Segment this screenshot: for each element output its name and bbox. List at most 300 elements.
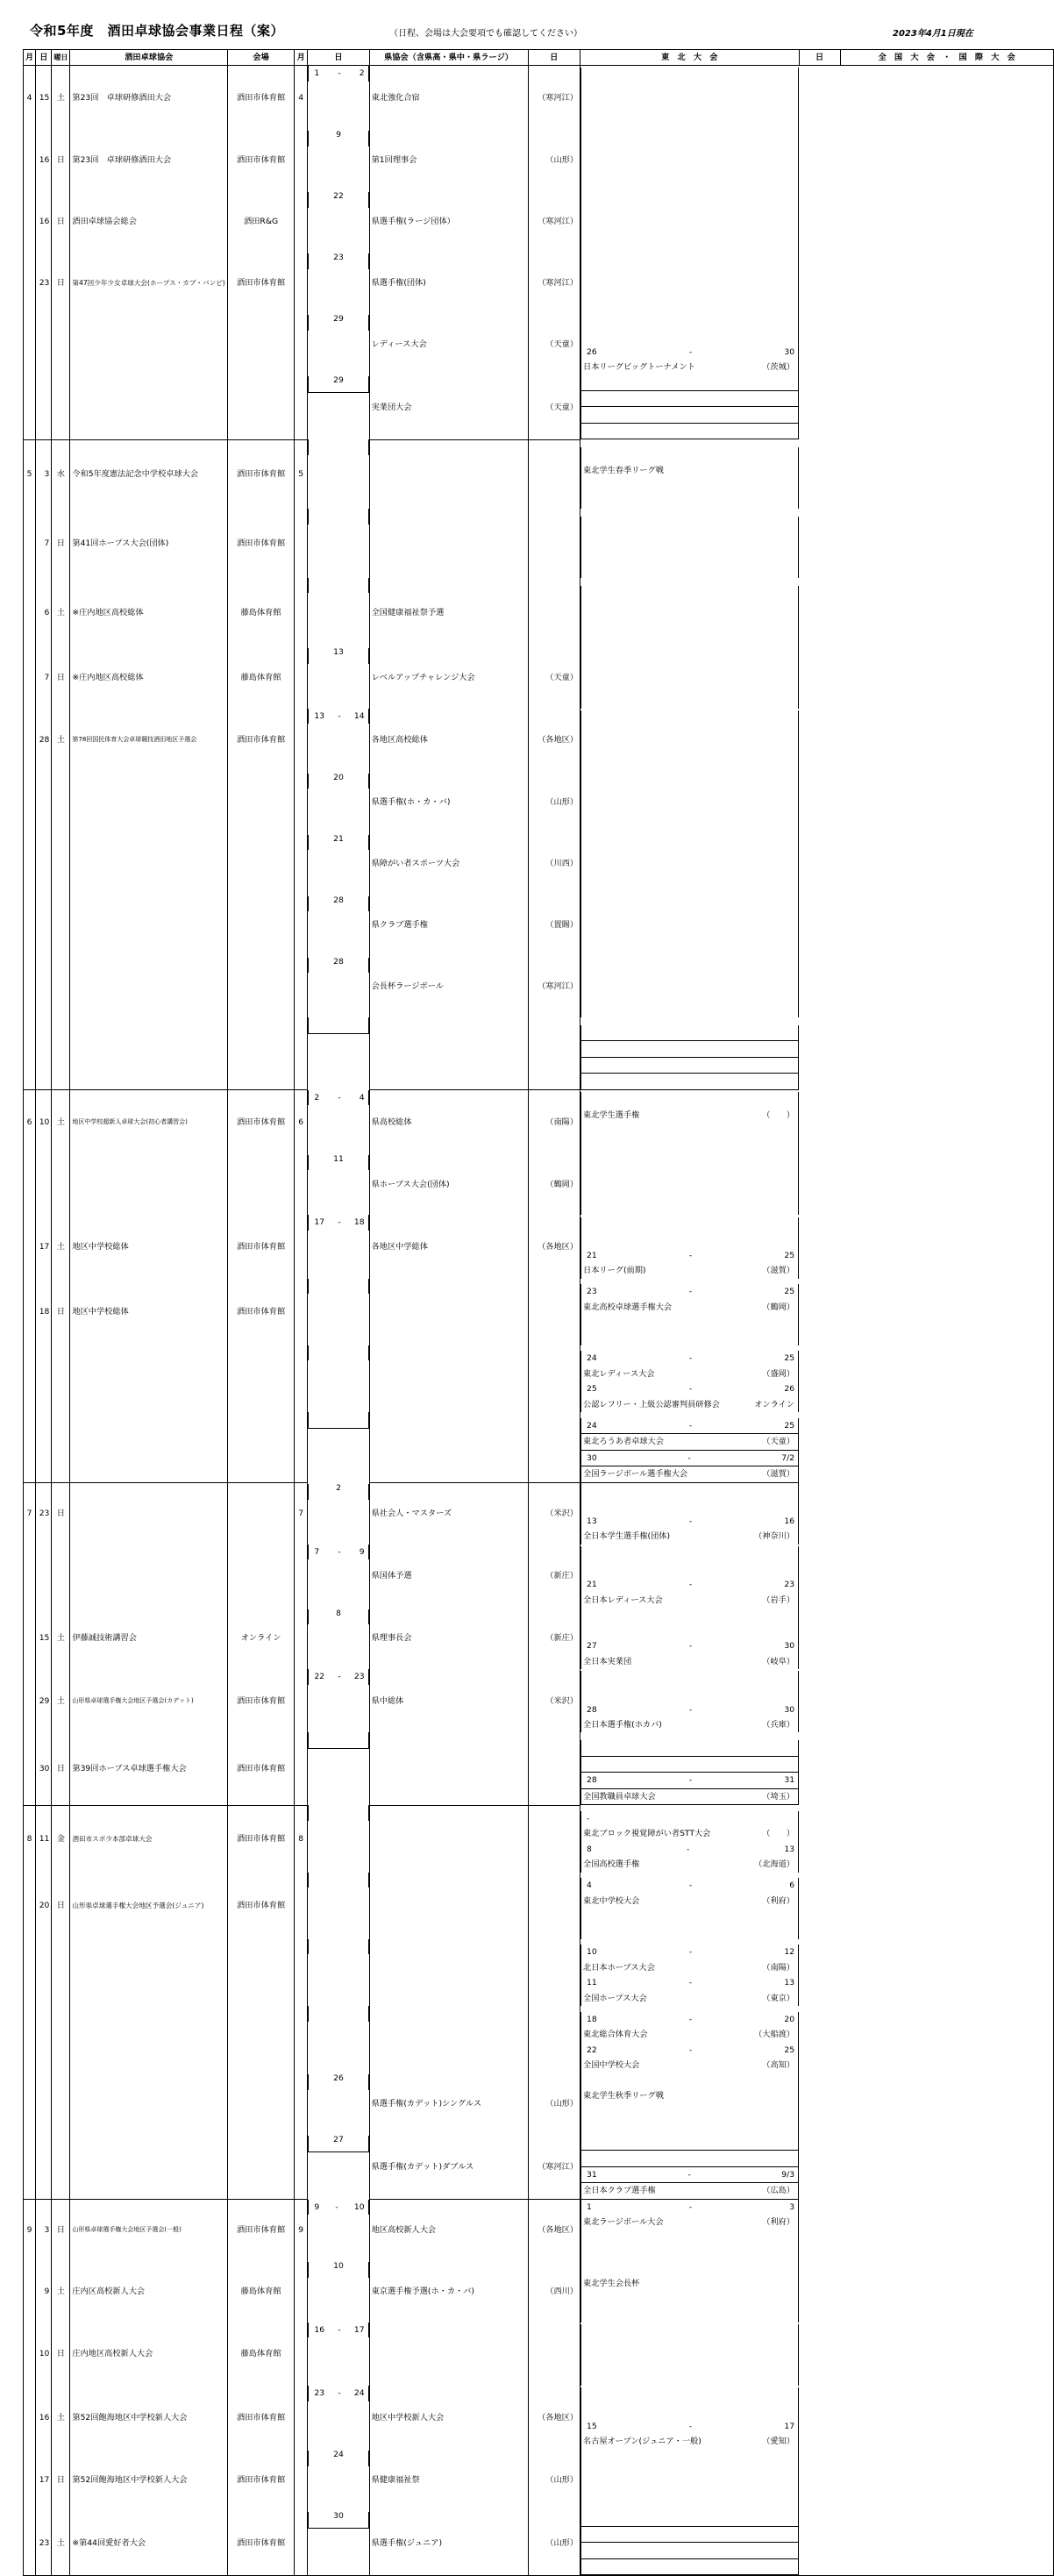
cell-pref-place: （寒河江） xyxy=(528,66,580,130)
cell-month xyxy=(24,647,36,709)
table-row xyxy=(24,1279,1054,1345)
col-sakata: 酒田卓球協会 xyxy=(70,50,228,66)
cell-weekday: 金 xyxy=(52,1805,70,1872)
table-header-row xyxy=(24,50,1054,66)
cell-day: 7 xyxy=(36,509,52,578)
cell-sakata-event xyxy=(70,375,228,439)
national-event-place: （高知） xyxy=(762,2060,795,2071)
date-dash: - xyxy=(688,1641,693,1652)
pref-date-start: 1 xyxy=(314,68,320,79)
date-dash: - xyxy=(338,1092,341,1102)
cell-venue: 酒田市体育館 xyxy=(228,1873,295,1939)
table-row xyxy=(24,1608,1054,1669)
cell-weekday xyxy=(52,2135,70,2200)
date-dash: - xyxy=(688,1420,693,1431)
cell-day: 9 xyxy=(36,2261,52,2323)
cell-national-date xyxy=(580,2418,799,2434)
cell-pref-place xyxy=(528,1345,580,1412)
cell-sakata-event: ※第44回愛好者大会 xyxy=(70,2510,228,2576)
cell-venue: 藤島体育館 xyxy=(228,2323,295,2386)
table-row xyxy=(24,2135,1054,2200)
cell-venue: 酒田市体育館 xyxy=(228,2449,295,2510)
cell-pref-event: 県理事長会 xyxy=(369,1608,528,1669)
date-dash: - xyxy=(338,1217,341,1228)
cell-weekday xyxy=(52,833,70,895)
date-dash: - xyxy=(688,1947,693,1958)
cell-sakata-event xyxy=(70,1345,228,1412)
cell-venue: 酒田市体育館 xyxy=(228,509,295,578)
cell-month xyxy=(24,1279,36,1345)
national-date-end: 26 xyxy=(784,1384,795,1395)
cell-tohoku-event xyxy=(580,1757,799,1773)
cell-pref-event xyxy=(369,509,528,578)
table-row xyxy=(24,252,1054,313)
cell-pref-event: 各地区高校総体 xyxy=(369,709,528,772)
cell-national-event xyxy=(580,424,799,440)
cell-pref-event xyxy=(369,1412,528,1482)
cell-pref-date xyxy=(308,1805,368,1821)
date-dash: - xyxy=(338,1546,341,1557)
cell-venue xyxy=(228,1412,295,1482)
cell-month2: 9 xyxy=(295,2200,308,2261)
national-date-end: 13 xyxy=(784,1844,795,1854)
cell-tohoku-date xyxy=(580,2135,799,2151)
cell-pref-place: （天童） xyxy=(528,647,580,709)
table-row xyxy=(24,1805,1054,1872)
cell-tohoku-event xyxy=(580,2151,799,2167)
date-dash: - xyxy=(686,1844,690,1854)
pref-date: 11 xyxy=(333,1153,344,1164)
tohoku-event-place: （鶴岡） xyxy=(762,1302,795,1312)
cell-tohoku-date xyxy=(580,2387,799,2403)
cell-pref-place xyxy=(528,1805,580,1872)
cell-national-date xyxy=(580,1773,799,1789)
pref-date-start: 13 xyxy=(314,710,325,721)
cell-national-date xyxy=(580,1058,799,1074)
cell-weekday xyxy=(52,895,70,956)
cell-national-date xyxy=(580,2230,799,2246)
cell-sakata-event xyxy=(70,895,228,956)
national-date-end: 16 xyxy=(784,1516,795,1526)
cell-pref-place xyxy=(528,2006,580,2073)
cell-day: 3 xyxy=(36,2200,52,2261)
cell-weekday xyxy=(52,956,70,1017)
cell-national-date xyxy=(580,741,799,757)
col-tohoku-day: 日 xyxy=(528,50,580,66)
cell-month2 xyxy=(295,129,308,190)
cell-month: 4 xyxy=(24,66,36,130)
cell-tohoku-event xyxy=(580,268,799,283)
cell-month2 xyxy=(295,578,308,647)
cell-national-event xyxy=(580,1654,799,1670)
cell-tohoku-date xyxy=(580,1418,799,1435)
as-of-date: 2023年4月1日現在 xyxy=(893,29,973,39)
cell-venue: 酒田市体育館 xyxy=(228,129,295,190)
cell-tohoku-date xyxy=(580,68,799,83)
cell-month2 xyxy=(295,895,308,956)
date-dash: - xyxy=(688,1880,693,1891)
tohoku-date-start: 24 xyxy=(587,1353,597,1364)
pref-date: 23 xyxy=(333,253,344,263)
cell-pref-place: （米沢） xyxy=(528,1669,580,1732)
cell-day xyxy=(36,1017,52,1090)
pref-date-start: 23 xyxy=(314,2388,325,2399)
cell-month xyxy=(24,956,36,1017)
national-date-end: 31 xyxy=(784,1775,795,1786)
tohoku-event-name: 東北学生会長杯 xyxy=(583,2279,640,2289)
cell-pref-event: 実業団大会 xyxy=(369,375,528,439)
cell-month xyxy=(24,578,36,647)
cell-national-event xyxy=(580,1593,799,1609)
cell-national-date xyxy=(580,2292,799,2308)
tohoku-event-place: （南陽） xyxy=(762,1962,795,1973)
cell-venue xyxy=(228,1017,295,1090)
cell-venue: 酒田市体育館 xyxy=(228,709,295,772)
cell-weekday: 土 xyxy=(52,2261,70,2323)
cell-venue: 酒田市体育館 xyxy=(228,66,295,130)
cell-national-date xyxy=(580,1975,799,1991)
cell-pref-date xyxy=(308,2512,368,2529)
cell-pref-event: 各地区中学総体 xyxy=(369,1215,528,1278)
tohoku-date-start: 24 xyxy=(587,1420,597,1431)
cell-pref-place: （寒河江） xyxy=(528,2135,580,2200)
date-dash: - xyxy=(688,2201,693,2212)
cell-pref-event xyxy=(369,2323,528,2386)
cell-pref-date xyxy=(308,2200,368,2216)
tohoku-event-place: （ ） xyxy=(762,1110,795,1120)
cell-sakata-event: 庄内地区高校新人大会 xyxy=(70,2323,228,2386)
national-date-start: 25 xyxy=(587,1384,597,1395)
cell-month: 5 xyxy=(24,439,36,509)
cell-month2: 5 xyxy=(295,439,308,509)
cell-national-event xyxy=(580,2307,799,2323)
cell-month xyxy=(24,1153,36,1215)
cell-pref-event: 県選手権(ホ・カ・バ) xyxy=(369,772,528,833)
cell-national-event xyxy=(580,757,799,773)
cell-pref-event xyxy=(369,2006,528,2073)
cell-tohoku-date xyxy=(580,1878,799,1894)
col-national: 全 国 大 会 ・ 国 際 大 会 xyxy=(840,50,1053,66)
cell-tohoku-event xyxy=(580,2088,799,2104)
cell-month xyxy=(24,2323,36,2386)
national-event-name: 全日本学生選手権(団体) xyxy=(583,1531,671,1542)
tohoku-event-name: 東北ラージボール大会 xyxy=(583,2217,664,2228)
cell-month xyxy=(24,1215,36,1278)
cell-national-date xyxy=(580,1123,799,1138)
cell-sakata-event: 第23回 卓球研修酒田大会 xyxy=(70,129,228,190)
tohoku-event-name: 東北学生選手権 xyxy=(583,1110,640,1120)
pref-date-end: 10 xyxy=(353,2201,365,2212)
cell-pref-place: （南陽） xyxy=(528,1090,580,1153)
national-event-place: （茨城） xyxy=(762,362,795,373)
cell-tohoku-event xyxy=(580,1434,799,1451)
pref-date-end: 14 xyxy=(353,710,365,721)
pref-date-start: 7 xyxy=(314,1546,320,1557)
cell-month xyxy=(24,375,36,439)
national-event-place: オンライン xyxy=(754,1399,795,1409)
pref-date-end: 4 xyxy=(359,1092,365,1102)
cell-day: 17 xyxy=(36,2449,52,2510)
cell-tohoku-event xyxy=(580,1169,799,1185)
cell-sakata-event xyxy=(70,313,228,375)
cell-month2 xyxy=(295,956,308,1017)
cell-tohoku-date xyxy=(580,2012,799,2028)
cell-weekday xyxy=(52,1153,70,1215)
cell-day: 18 xyxy=(36,1279,52,1345)
cell-tohoku-event xyxy=(580,329,799,345)
cell-national-date xyxy=(580,925,799,941)
cell-venue xyxy=(228,1153,295,1215)
cell-tohoku-event xyxy=(580,1366,799,1382)
cell-national-date xyxy=(580,344,799,360)
table-row xyxy=(24,66,1054,130)
date-dash: - xyxy=(335,2201,338,2212)
cell-pref-event: 東京選手権予選(ホ・カ・バ) xyxy=(369,2261,528,2323)
national-date-end: 17 xyxy=(784,2421,795,2431)
cell-venue xyxy=(228,2135,295,2200)
tohoku-event-name: 東北中学校大会 xyxy=(583,1895,640,1906)
cell-month xyxy=(24,2135,36,2200)
cell-sakata-event xyxy=(70,1153,228,1215)
cell-national-event xyxy=(580,298,799,314)
table-row xyxy=(24,1939,1054,2006)
cell-pref-date xyxy=(308,1412,368,1429)
cell-month2 xyxy=(295,2073,308,2135)
table-row xyxy=(24,709,1054,772)
national-date-start: 28 xyxy=(587,1704,597,1715)
table-row xyxy=(24,2200,1054,2261)
cell-weekday: 日 xyxy=(52,2449,70,2510)
cell-day: 29 xyxy=(36,1669,52,1732)
cell-pref-date xyxy=(308,774,368,789)
cell-national-event xyxy=(580,2559,799,2576)
cell-day: 16 xyxy=(36,129,52,190)
cell-national-event xyxy=(580,1003,799,1018)
cell-venue xyxy=(228,956,295,1017)
cell-pref-place: （寒河江） xyxy=(528,252,580,313)
cell-pref-date xyxy=(308,1279,368,1295)
cell-sakata-event xyxy=(70,2135,228,2200)
table-row xyxy=(24,2449,1054,2510)
pref-date: 30 xyxy=(333,2511,344,2522)
cell-national-event xyxy=(580,1717,799,1733)
national-date-start: 26 xyxy=(587,346,597,357)
cell-national-event xyxy=(580,562,799,578)
table-row xyxy=(24,1017,1054,1090)
cell-weekday: 日 xyxy=(52,2200,70,2261)
cell-national-event xyxy=(580,175,799,191)
cell-pref-place: （山形） xyxy=(528,129,580,190)
cell-month: 9 xyxy=(24,2200,36,2261)
cell-pref-date xyxy=(308,376,368,393)
cell-pref-event: 県選手権(カデット)ダブルス xyxy=(369,2135,528,2200)
cell-national-event xyxy=(580,1466,799,1483)
date-dash: - xyxy=(338,710,341,721)
cell-national-event xyxy=(580,818,799,834)
cell-pref-date xyxy=(308,1090,368,1106)
tohoku-date-end: 20 xyxy=(784,2014,795,2024)
cell-pref-event: レディース大会 xyxy=(369,313,528,375)
tohoku-event-place: （利府） xyxy=(762,1895,795,1906)
date-dash: - xyxy=(688,1287,693,1297)
cell-month xyxy=(24,1669,36,1732)
cell-month2 xyxy=(295,2510,308,2576)
national-event-name: 全日本レディース大会 xyxy=(583,1595,663,1605)
cell-month: 7 xyxy=(24,1483,36,1545)
col-day: 日 xyxy=(36,50,52,66)
cell-tohoku-date xyxy=(580,710,799,726)
national-event-name: 全国高校選手権 xyxy=(583,1859,640,1870)
cell-venue: 酒田市体育館 xyxy=(228,1090,295,1153)
national-date-end: 30 xyxy=(784,1641,795,1652)
pref-date: 10 xyxy=(333,2261,344,2272)
cell-weekday xyxy=(52,313,70,375)
cell-national-event xyxy=(580,1397,799,1413)
cell-sakata-event: 山形県卓球選手権大会地区予選会(ジュニア) xyxy=(70,1873,228,1939)
cell-pref-event: 会長杯ラージボール xyxy=(369,956,528,1017)
cell-weekday xyxy=(52,375,70,439)
cell-national-date xyxy=(580,1248,799,1264)
cell-month2 xyxy=(295,1215,308,1278)
cell-national-event xyxy=(580,2183,799,2200)
pref-date-start: 17 xyxy=(314,1217,325,1228)
cell-tohoku-date xyxy=(580,586,799,602)
cell-pref-place: （各地区） xyxy=(528,709,580,772)
cell-national-event xyxy=(580,237,799,253)
date-dash: - xyxy=(688,1250,693,1260)
cell-month xyxy=(24,772,36,833)
cell-national-event xyxy=(580,494,799,510)
date-dash: - xyxy=(688,346,693,357)
cell-pref-place: （各地区） xyxy=(528,2386,580,2449)
cell-tohoku-event xyxy=(580,2276,799,2292)
cell-pref-date xyxy=(308,2074,368,2090)
cell-tohoku-event xyxy=(580,2027,799,2043)
cell-national-date xyxy=(580,2167,799,2184)
cell-month2 xyxy=(295,2386,308,2449)
cell-tohoku-event xyxy=(580,391,799,408)
cell-sakata-event: 第52回飽海地区中学校新人大会 xyxy=(70,2386,228,2449)
date-dash: - xyxy=(338,1672,341,1682)
cell-day: 30 xyxy=(36,1732,52,1805)
table-row xyxy=(24,2006,1054,2073)
pref-date: 28 xyxy=(333,895,344,905)
cell-pref-date xyxy=(308,709,368,724)
cell-pref-event: 県ホープス大会(団体) xyxy=(369,1153,528,1215)
tohoku-date-end: 6 xyxy=(789,1880,795,1891)
table-row xyxy=(24,1669,1054,1732)
cell-pref-event: 県健康福祉祭 xyxy=(369,2449,528,2510)
cell-national-event xyxy=(580,2058,799,2073)
cell-day xyxy=(36,2073,52,2135)
cell-pref-place xyxy=(528,1279,580,1345)
cell-pref-event: 地区高校新人大会 xyxy=(369,2200,528,2261)
col-month: 月 xyxy=(24,50,36,66)
cell-weekday: 土 xyxy=(52,66,70,130)
national-event-place: （滋賀） xyxy=(762,1266,795,1276)
cell-pref-event: 県選手権(団体) xyxy=(369,252,528,313)
cell-sakata-event: 地区中学校超新人卓球大会(初心者講習会) xyxy=(70,1090,228,1153)
pref-date: 29 xyxy=(333,314,344,325)
cell-tohoku-event xyxy=(580,788,799,803)
cell-month2 xyxy=(295,833,308,895)
pref-date-start: 16 xyxy=(314,2324,325,2335)
cell-venue xyxy=(228,1545,295,1608)
pref-date: 8 xyxy=(336,1608,341,1618)
cell-national-date xyxy=(580,2355,799,2371)
cell-weekday: 水 xyxy=(52,439,70,509)
cell-month xyxy=(24,1545,36,1608)
national-date-start: 31 xyxy=(587,2169,597,2180)
cell-pref-event: 県社会人・マスターズ xyxy=(369,1483,528,1545)
cell-pref-event: レベルアップチャレンジ大会 xyxy=(369,647,528,709)
cell-month2: 6 xyxy=(295,1090,308,1153)
cell-tohoku-event xyxy=(580,1498,799,1514)
cell-pref-place: （各地区） xyxy=(528,2200,580,2261)
col-national-day: 日 xyxy=(799,50,840,66)
cell-pref-date xyxy=(308,1155,368,1171)
cell-day: 20 xyxy=(36,1873,52,1939)
tohoku-event-name: 東北ブロック視覚障がい者STT大会 xyxy=(583,1829,711,1839)
cell-venue: オンライン xyxy=(228,1608,295,1669)
table-row xyxy=(24,1090,1054,1153)
tohoku-event-place: （盛岡） xyxy=(762,1368,795,1379)
cell-national-date xyxy=(580,1514,799,1530)
table-row xyxy=(24,1345,1054,1412)
document-title: 令和5年度 酒田卓球協会事業日程（案） xyxy=(30,23,284,39)
cell-national-event xyxy=(580,632,799,647)
cell-pref-place xyxy=(528,1939,580,2006)
cell-day: 23 xyxy=(36,1483,52,1545)
cell-pref-place: （新庄） xyxy=(528,1608,580,1669)
cell-pref-date xyxy=(308,835,368,851)
date-dash: - xyxy=(688,1353,693,1364)
cell-weekday: 土 xyxy=(52,1090,70,1153)
cell-tohoku-date xyxy=(580,1025,799,1042)
cell-venue xyxy=(228,2073,295,2135)
cell-national-date xyxy=(580,1577,799,1593)
cell-month2 xyxy=(295,2261,308,2323)
cell-tohoku-date xyxy=(580,313,799,329)
cell-month xyxy=(24,1873,36,1939)
pref-date: 2 xyxy=(336,1483,341,1494)
national-date-start: 28 xyxy=(587,1775,597,1786)
cell-venue: 酒田市体育館 xyxy=(228,439,295,509)
table-row xyxy=(24,578,1054,647)
cell-month2 xyxy=(295,1279,308,1345)
cell-month xyxy=(24,1732,36,1805)
cell-pref-date xyxy=(308,1873,368,1888)
cell-tohoku-date xyxy=(580,375,799,391)
table-row xyxy=(24,439,1054,509)
cell-national-event xyxy=(580,2119,799,2135)
cell-weekday: 日 xyxy=(52,1873,70,1939)
cell-national-event xyxy=(580,941,799,957)
national-event-place: （神奈川） xyxy=(754,1531,795,1542)
cell-venue xyxy=(228,375,295,439)
date-dash: - xyxy=(688,2044,693,2055)
table-row xyxy=(24,129,1054,190)
national-event-name: 名古屋オープン(ジュニア・一般) xyxy=(583,2437,701,2447)
cell-weekday: 日 xyxy=(52,509,70,578)
national-event-place: （東京） xyxy=(762,1993,795,2003)
cell-month2 xyxy=(295,2323,308,2386)
national-event-place: （滋賀） xyxy=(762,1469,795,1480)
cell-tohoku-event xyxy=(580,1687,799,1702)
cell-sakata-event xyxy=(70,1939,228,2006)
cell-weekday: 土 xyxy=(52,1608,70,1669)
cell-tohoku-event xyxy=(580,2340,799,2356)
